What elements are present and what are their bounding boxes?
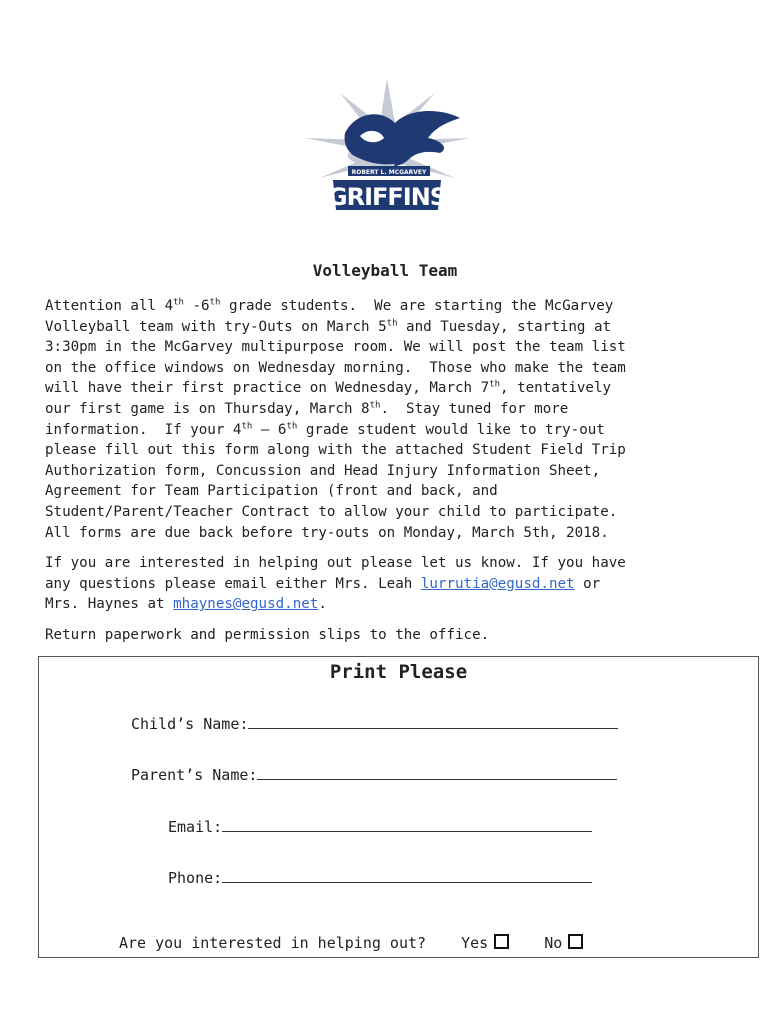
no-option[interactable]: [544, 934, 583, 952]
yes-checkbox[interactable]: [494, 934, 509, 949]
no-label: No: [544, 934, 563, 952]
email-link-lurrutia[interactable]: lurrutia@egusd.net: [420, 575, 575, 592]
email-label: Email:: [168, 818, 223, 836]
parent-name-line[interactable]: [257, 765, 617, 780]
parent-name-label: Parent’s Name:: [131, 766, 258, 784]
helping-question: [119, 934, 583, 952]
email-field[interactable]: [168, 817, 592, 836]
email-line[interactable]: [222, 817, 592, 832]
form-title: Print Please: [329, 661, 468, 683]
no-checkbox[interactable]: [568, 934, 583, 949]
phone-line[interactable]: [222, 868, 592, 883]
logo-banner-text: ROBERT L. MCGARVEY: [351, 169, 427, 176]
return-instructions: Return paperwork and permission slips to the office.: [45, 627, 490, 643]
page-title: Volleyball Team: [312, 261, 458, 280]
logo-team-text: GRIFFINS: [327, 183, 447, 211]
intro-paragraph: Attention all 4th -6th grade students. We are starting the McGarvey Volleyball team with try-Outs on March 5th and Tuesday, starting at 3:30pm in the McGarvey multipurpose room. We will post the team list on the office windows on Wednesday morning. Those who make the team will have their first practice on Wednesday, March 7th, tentatively our first game is on Thursday, March 8th. Stay tuned for more information. If your 4th – 6th grade student would like to try-out please fill out this form along with the attached Student Field Trip Authorization form, Concussion and Head Injury Information Sheet, Agreement for Team Participation (front and back, and Student/Parent/Teacher Contract to allow your child to participate. All forms are due back before try-outs on Monday, March 5th, 2018.: [45, 297, 626, 541]
email-link-mhaynes[interactable]: mhaynes@egusd.net: [173, 596, 319, 613]
phone-label: Phone:: [168, 869, 223, 887]
yes-option[interactable]: [461, 934, 509, 952]
griffin-mascot-icon: [300, 78, 475, 218]
contact-paragraph: If you are interested in helping out please let us know. If you have any questions please email either Mrs. Leah lurrutia@egusd.net or Mrs. Haynes at mhaynes@egusd.net.: [45, 555, 626, 613]
helping-question-text: Are you interested in helping out?: [119, 934, 427, 952]
parent-name-field[interactable]: [131, 765, 617, 784]
phone-field[interactable]: [168, 868, 592, 887]
child-name-field[interactable]: [131, 714, 618, 733]
signup-form: [38, 656, 759, 958]
child-name-line[interactable]: [248, 714, 618, 729]
yes-label: Yes: [461, 934, 489, 952]
child-name-label: Child’s Name:: [131, 715, 249, 733]
griffins-logo: [300, 78, 475, 218]
